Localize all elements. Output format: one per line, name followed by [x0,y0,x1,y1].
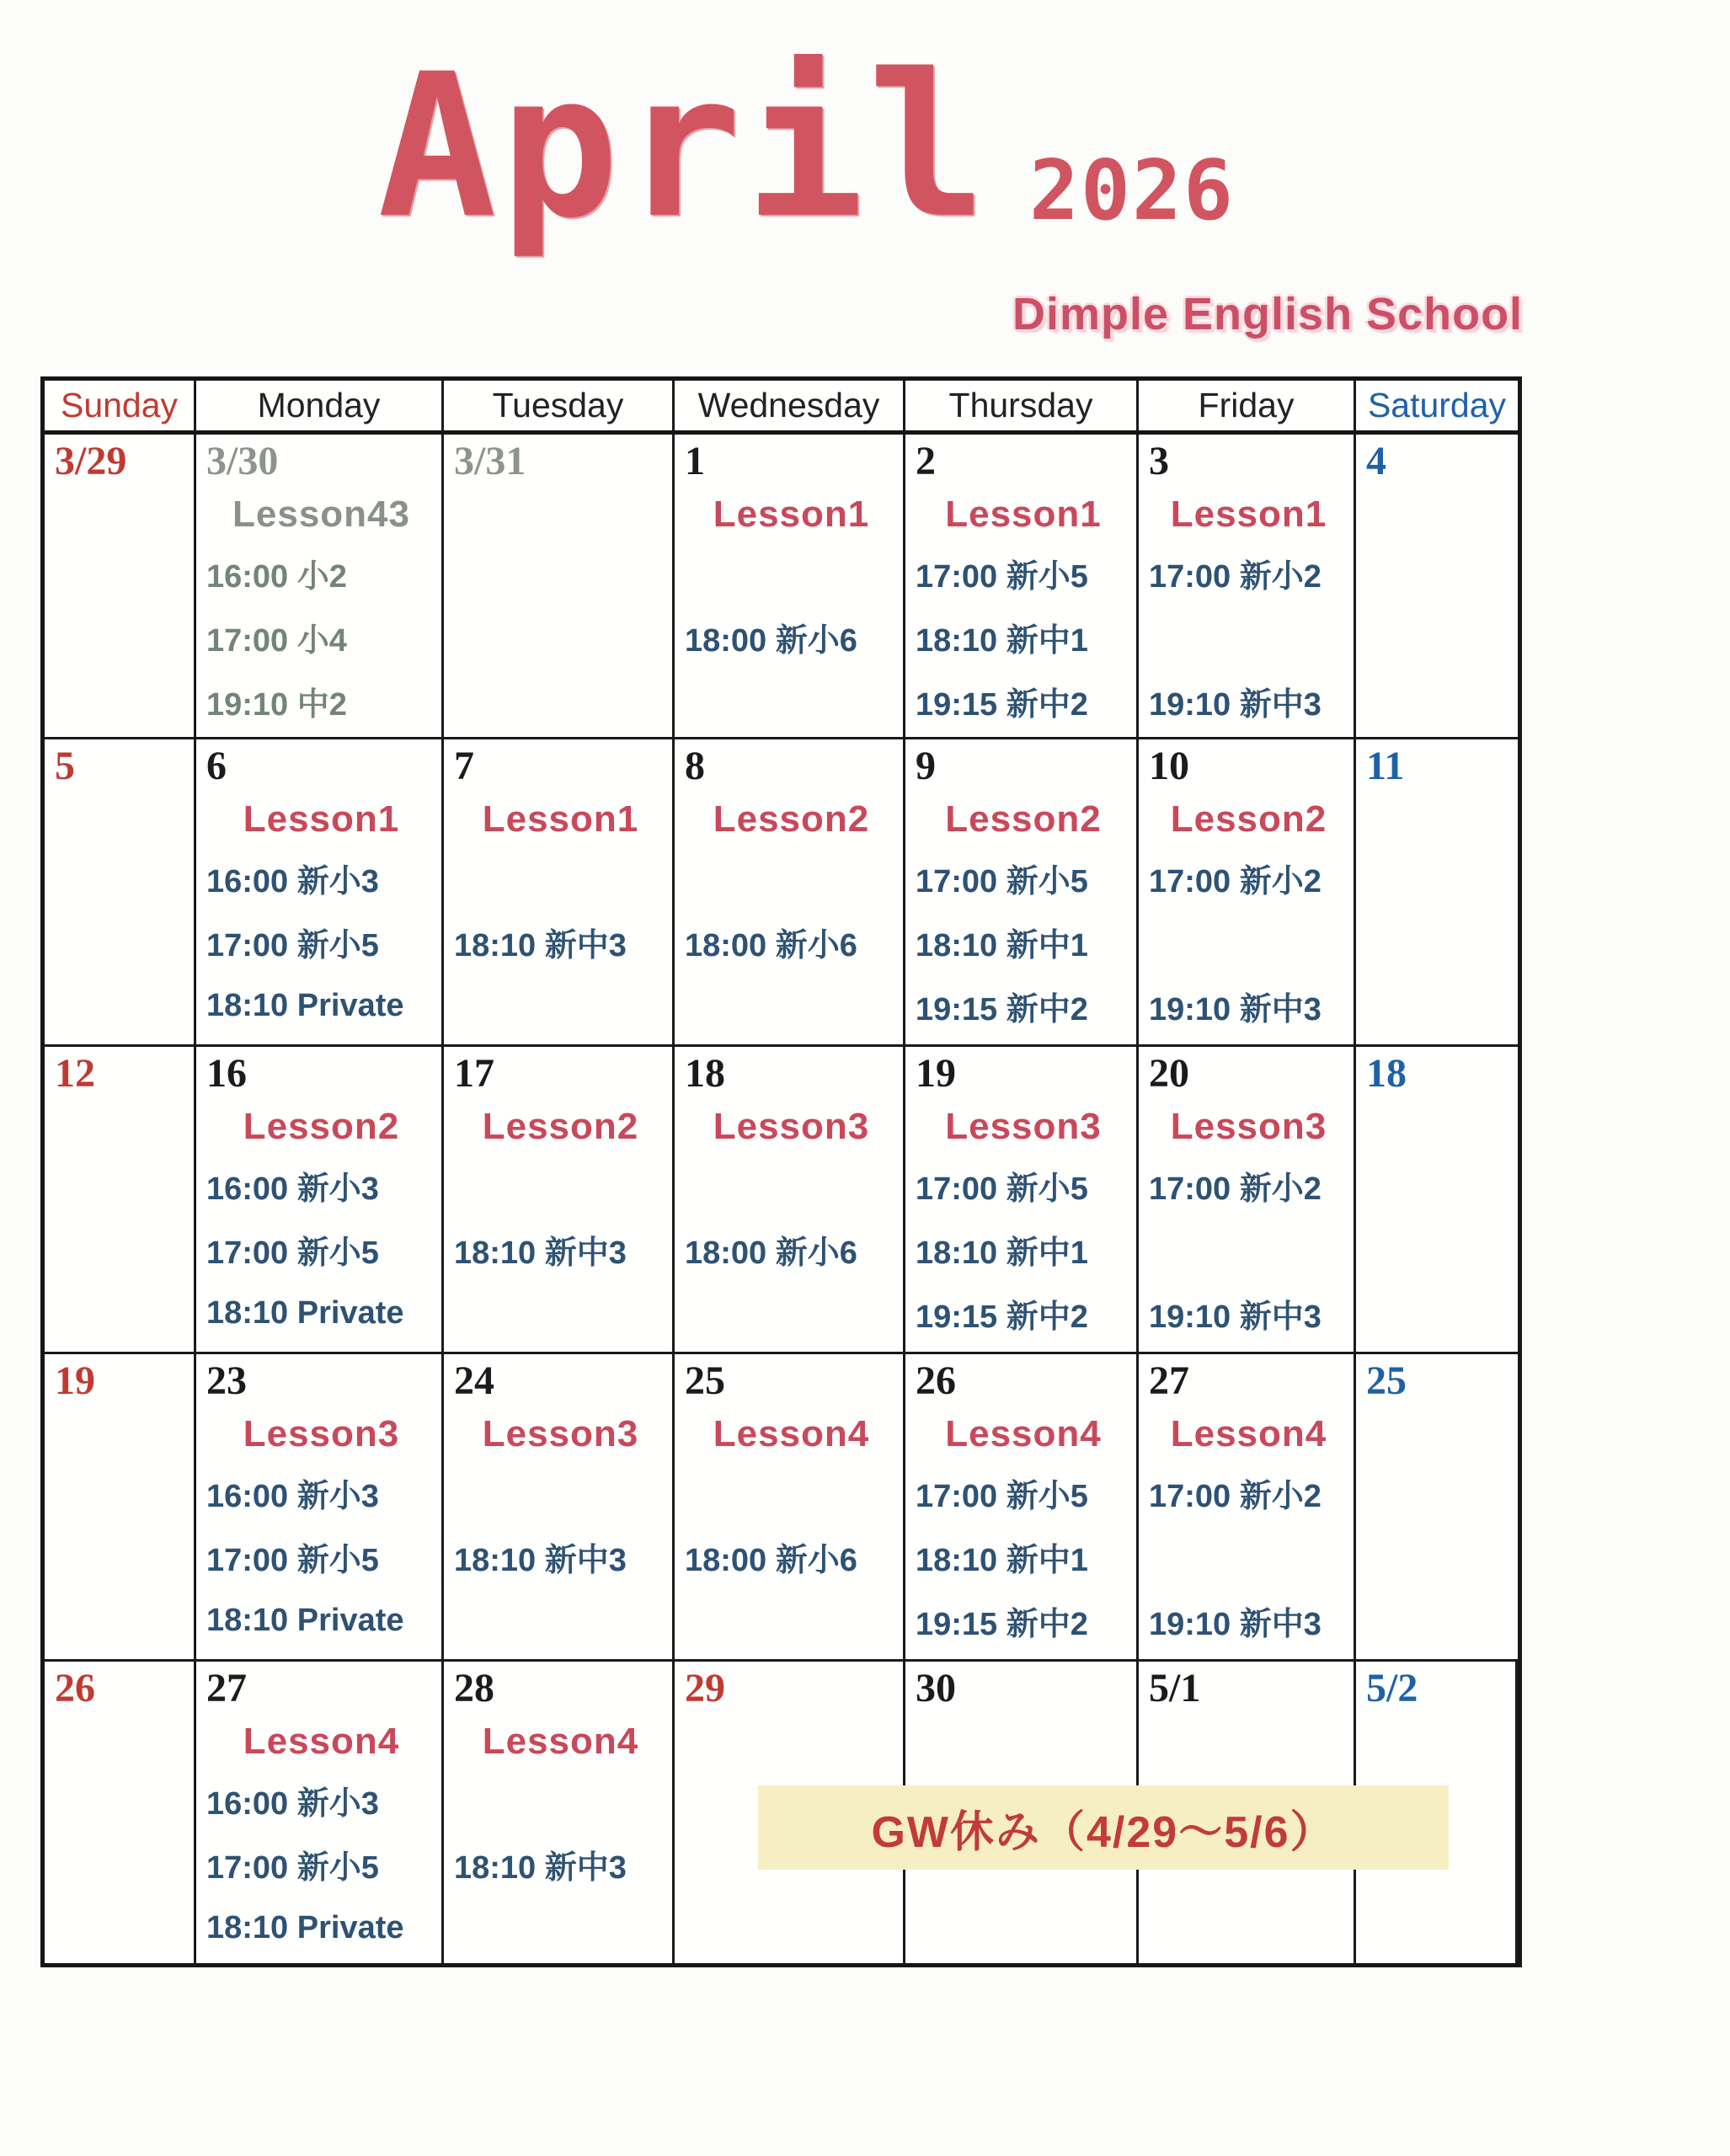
day-cell [905,1354,1139,1659]
day-cell [45,739,196,1044]
lesson-time-entry [685,541,898,605]
date-label: 18 [685,1051,725,1096]
week-row-3 [45,1047,1518,1354]
lesson-time-entry [685,1588,898,1652]
day-cell [1356,1354,1518,1659]
lesson-time-entry: 17:00 新小5 [916,1171,1088,1207]
date-label: 25 [685,1358,725,1403]
lesson-time-entry: 17:00 新小5 [916,558,1088,595]
lesson-time-entry [454,1768,667,1832]
day-cell [45,435,196,737]
date-label: 1 [685,439,705,483]
date-label: 17 [454,1051,494,1096]
lesson-time-entry: 17:00 新小5 [916,863,1088,899]
lesson-time-entry [685,974,898,1038]
week-row-1 [45,435,1518,739]
lesson-time-entry: 17:00 新小2 [1149,1171,1322,1207]
week-row-5 [45,1662,1518,1963]
weekday-header-friday: Friday [1139,381,1356,430]
day-cell [45,1662,196,1963]
day-cell [675,739,905,1044]
lesson-time-entry: 17:00 新小2 [1149,1478,1322,1514]
date-label: 4 [1366,439,1386,483]
day-cell [444,739,675,1044]
gw-holiday-banner: GW休み（4/29～5/6） [758,1785,1449,1870]
date-label: 25 [1366,1358,1407,1403]
weekday-header-monday: Monday [196,381,444,430]
date-label: 19 [916,1051,956,1096]
lesson-time-entry: 19:10 新中3 [1149,1606,1322,1642]
lesson-label: Lesson1 [482,798,639,840]
lesson-label: Lesson4 [713,1413,870,1454]
day-cell [675,1354,905,1659]
day-cell [196,1354,444,1659]
day-cell [675,435,905,737]
lesson-time-entry: 18:10 新中3 [454,927,627,963]
lesson-time-entry: 16:00 小2 [206,558,347,595]
lesson-time-entry: 16:00 新小3 [206,1171,379,1207]
date-label: 7 [454,744,474,788]
lesson-label: Lesson2 [1170,798,1327,840]
month-title: April [377,32,990,262]
lesson-time-entry: 18:00 新小6 [685,622,857,659]
day-cell [196,1047,444,1352]
lesson-time-entry [454,1281,667,1345]
date-label: 3/29 [55,439,127,483]
date-label: 9 [916,744,936,788]
lesson-label: Lesson2 [945,798,1102,840]
day-cell [1139,435,1356,737]
lesson-time-entry: 19:10 新中3 [1149,1299,1322,1335]
lesson-time-entry: 18:10 新中1 [916,1235,1088,1271]
school-name: Dimple English School [1012,289,1524,339]
lesson-label: Lesson1 [713,494,870,535]
lesson-label: Lesson2 [243,1106,400,1147]
date-label: 5/2 [1366,1666,1418,1710]
lesson-time-entry [1149,605,1348,669]
lesson-time-entry: 19:15 新中2 [916,1299,1088,1335]
day-cell [1139,1354,1356,1659]
lesson-time-entry: 17:00 新小5 [916,1478,1088,1514]
lesson-time-entry: 18:10 新中3 [454,1235,627,1271]
lesson-time-entry: 17:00 新小5 [206,927,379,963]
date-label: 29 [685,1666,725,1710]
date-label: 30 [916,1666,956,1710]
date-label: 12 [55,1051,95,1096]
lesson-label: Lesson4 [482,1721,639,1762]
lesson-time-entry: 17:00 新小5 [206,1849,379,1886]
lesson-label: Lesson3 [713,1106,870,1147]
day-cell [45,1047,196,1352]
lesson-time-entry: 19:10 新中3 [1149,686,1322,723]
day-cell [1356,739,1518,1044]
lesson-time-entry: 19:15 新中2 [916,1606,1088,1642]
weekday-header-wednesday: Wednesday [675,381,905,430]
date-label: 16 [206,1051,247,1096]
lesson-time-entry [685,1460,898,1524]
lesson-time-entry: 18:10 Private [206,1294,404,1331]
lesson-time-entry: 17:00 新小5 [206,1542,379,1578]
date-label: 27 [1149,1358,1189,1403]
day-cell [675,1047,905,1352]
lesson-label: Lesson2 [482,1106,639,1147]
day-cell [1139,1047,1356,1352]
day-cell [905,435,1139,737]
calendar-table [40,376,1522,1967]
date-label: 19 [55,1358,95,1403]
date-label: 11 [1366,744,1405,788]
lesson-time-entry: 18:10 Private [206,1602,404,1638]
lesson-time-entry [685,669,898,733]
day-cell [444,1354,675,1659]
day-cell [444,1662,675,1963]
lesson-label: Lesson1 [1170,494,1327,535]
date-label: 3/30 [206,439,279,483]
day-cell [444,435,675,737]
week-row-2 [45,739,1518,1047]
date-label: 24 [454,1358,494,1403]
lesson-time-entry: 19:10 中2 [206,686,347,723]
lesson-time-entry [454,1588,667,1652]
date-label: 20 [1149,1051,1189,1096]
lesson-time-entry: 18:00 新小6 [685,1235,857,1271]
day-cell [1356,435,1518,737]
date-label: 26 [55,1666,95,1710]
weekday-header-sunday: Sunday [45,381,196,430]
weekday-header-saturday: Saturday [1367,386,1507,424]
lesson-label: Lesson4 [1170,1413,1327,1454]
lesson-time-entry [454,1460,667,1524]
lesson-time-entry [454,1153,667,1217]
lesson-time-entry: 17:00 新小5 [206,1235,379,1271]
lesson-time-entry [685,1153,898,1217]
lesson-time-entry: 19:10 新中3 [1149,991,1322,1027]
lesson-time-entry: 18:00 新小6 [685,927,857,963]
lesson-time-entry: 16:00 新小3 [206,1785,379,1822]
lesson-label: Lesson2 [713,798,870,840]
lesson-time-entry: 18:10 新中1 [916,1542,1088,1578]
date-label: 2 [916,439,936,483]
lesson-time-entry: 19:15 新中2 [916,686,1088,723]
date-label: 3 [1149,439,1169,483]
date-label: 3/31 [454,439,526,483]
day-cell [1139,739,1356,1044]
day-cell [196,1662,444,1963]
lesson-time-entry: 16:00 新小3 [206,863,379,899]
lesson-time-entry: 18:10 新中1 [916,927,1088,963]
lesson-time-entry [1149,1524,1348,1588]
lesson-label: Lesson3 [243,1413,400,1454]
date-label: 27 [206,1666,247,1710]
year-label: 2026 [1029,143,1236,239]
lesson-label: Lesson1 [243,798,400,840]
lesson-time-entry: 18:10 新中3 [454,1542,627,1578]
lesson-time-entry: 16:00 新小3 [206,1478,379,1514]
lesson-label: Lesson4 [243,1721,400,1762]
date-label: 10 [1149,744,1189,788]
week-row-4 [45,1354,1518,1662]
date-label: 28 [454,1666,494,1710]
date-label: 23 [206,1358,247,1403]
lesson-time-entry: 19:15 新中2 [916,991,1088,1027]
date-label: 26 [916,1358,956,1403]
lesson-time-entry [454,974,667,1038]
lesson-time-entry: 18:10 新中1 [916,622,1088,659]
lesson-time-entry: 17:00 新小2 [1149,863,1322,899]
lesson-time-entry: 17:00 新小2 [1149,558,1322,595]
lesson-label: Lesson1 [945,494,1102,535]
lesson-time-entry [685,1281,898,1345]
lesson-label: Lesson4 [945,1413,1102,1454]
date-label: 5 [55,744,75,788]
lesson-time-entry [454,1896,667,1960]
lesson-time-entry [1149,910,1348,974]
day-cell [196,739,444,1044]
lesson-time-entry: 18:10 新中3 [454,1849,627,1886]
weekday-header-thursday: Thursday [905,381,1139,430]
lesson-label: Lesson3 [482,1413,639,1454]
day-cell [45,1354,196,1659]
day-cell [905,739,1139,1044]
weekday-header-tuesday: Tuesday [444,381,675,430]
lesson-label: Lesson43 [232,494,410,535]
day-cell [905,1047,1139,1352]
day-cell [1356,1047,1518,1352]
lesson-time-entry [685,846,898,910]
lesson-time-entry [1149,1217,1348,1281]
date-label: 8 [685,744,705,788]
weekday-header-row [45,381,1518,435]
lesson-time-entry: 17:00 小4 [206,622,347,659]
lesson-label: Lesson3 [1170,1106,1327,1147]
day-cell [444,1047,675,1352]
lesson-time-entry [454,846,667,910]
date-label: 6 [206,744,227,788]
day-cell [196,435,444,737]
lesson-time-entry: 18:10 Private [206,1909,404,1945]
date-label: 18 [1366,1051,1407,1096]
lesson-time-entry: 18:00 新小6 [685,1542,857,1578]
lesson-label: Lesson3 [945,1106,1102,1147]
date-label: 5/1 [1149,1666,1201,1710]
lesson-time-entry: 18:10 Private [206,987,404,1023]
